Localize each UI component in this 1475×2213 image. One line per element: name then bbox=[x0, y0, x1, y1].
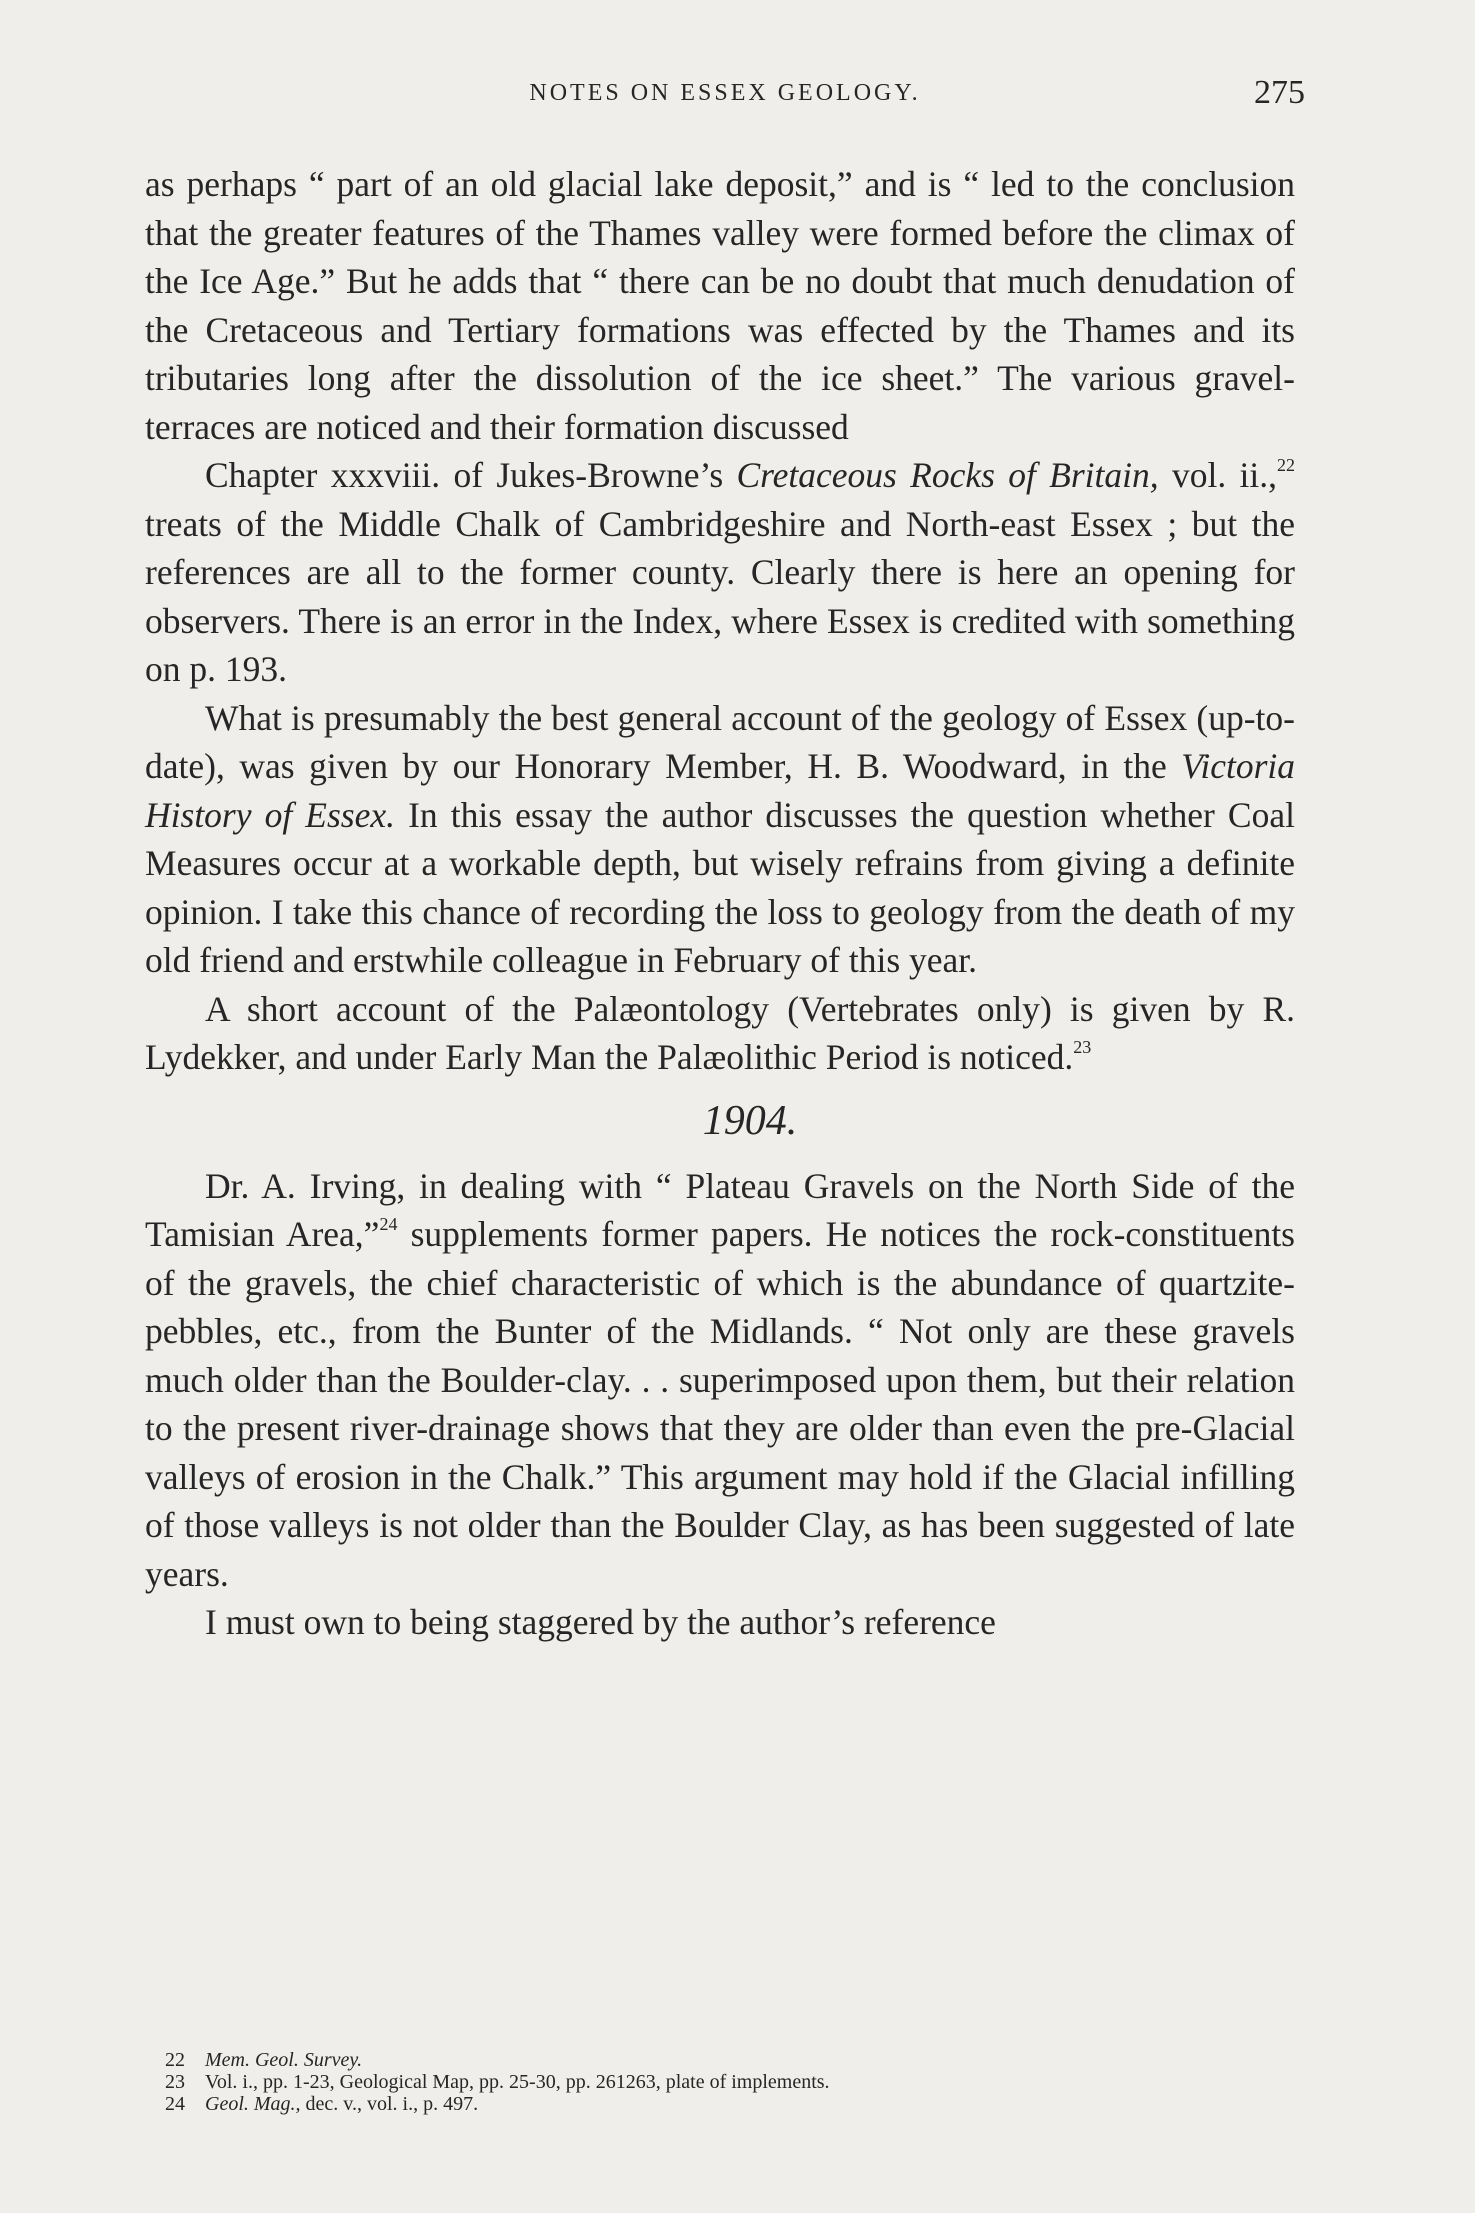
book-title-victoria-history: Victoria History of Essex. bbox=[145, 746, 1295, 835]
footnote-ref-22: 22 bbox=[1277, 455, 1295, 475]
paragraph-2-text-c: treats of the Middle Chalk of Cambridgeshire and North-east Essex ; but the references are all to the former county. Clearly there is here an opening for observers. There is an error in the Index, where Essex is credited with something on p. 193. bbox=[145, 503, 1295, 689]
paragraph-3-text-a: What is presumably the best general account of the geology of Essex (up-to-date), was given by our Honorary Member, H. B. Woodward, in the bbox=[145, 697, 1295, 786]
year-heading: 1904. bbox=[702, 1097, 798, 1144]
paragraph-6-text: I must own to being staggered by the author’s reference bbox=[205, 1602, 996, 1642]
paragraph-5-text-a: Dr. A. Irving, in dealing with “ Plateau Gravels on the North Side of the Tamisian Area,” bbox=[145, 1165, 1295, 1254]
body-text bbox=[145, 160, 1295, 1647]
paragraph-5 bbox=[145, 1162, 1295, 1599]
footnote-ref-24: 24 bbox=[379, 1214, 398, 1234]
footnote-number: 22 bbox=[165, 2049, 185, 2071]
page-number: 275 bbox=[1254, 74, 1305, 111]
footnote-ref-23: 23 bbox=[1073, 1037, 1092, 1057]
paragraph-2-text-b: vol. ii., bbox=[1158, 455, 1277, 495]
paragraph-6 bbox=[145, 1598, 1295, 1647]
paragraph-2 bbox=[145, 451, 1295, 694]
running-head bbox=[145, 74, 1305, 120]
paragraph-2-text-a: Chapter xxxviii. of Jukes-Browne’s bbox=[205, 455, 737, 495]
footnotes bbox=[165, 2049, 1265, 2115]
paragraph-3-text-b: In this essay the author discusses the question whether Coal Measures occur at a workable depth, but wisely refrains from giving a definite opinion. I take this chance of recording the loss to geology from the death of my old friend and erstwhile colleague in February of this year. bbox=[145, 794, 1295, 980]
footnote-number: 23 bbox=[165, 2071, 185, 2093]
footnote-22 bbox=[165, 2049, 1265, 2071]
paragraph-4-text: A short account of the Palæontology (Vertebrates only) is given by R. Lydekker, and under Early Man the Palæolithic Period is noticed. bbox=[145, 988, 1295, 1077]
footnote-number: 24 bbox=[165, 2093, 185, 2115]
paragraph-5-text-b: supplements former papers. He notices the rock-constituents of the gravels, the chief characteristic of which is the abundance of quartzite-pebbles, etc., from the Bunter of the Midlands. “ Not only are these gravels much older than the Boulder-clay. . . superimposed upon them, but their relation to the present river-drainage shows that they are older than even the pre-Glacial valleys of erosion in the Chalk.” This argument may hold if the Glacial infilling of those valleys is not older than the Boulder Clay, as has been suggested of late years. bbox=[145, 1214, 1295, 1594]
paragraph-1-text: as perhaps “ part of an old glacial lake deposit,” and is “ led to the conclusion that the greater features of the Thames valley were formed before the climax of the Ice Age.” But he adds that “ there can be no doubt that much denudation of the Cretaceous and Tertiary formations was effected by the Thames and its tributaries long after the dissolution of the ice sheet.” The various gravel-terraces are noticed and their formation discussed bbox=[145, 164, 1295, 447]
paragraph-4 bbox=[145, 985, 1295, 1082]
footnote-text: dec. v., vol. i., p. 497. bbox=[300, 2093, 479, 2115]
paragraph-1 bbox=[145, 160, 1295, 451]
paragraph-3 bbox=[145, 694, 1295, 985]
footnote-23 bbox=[165, 2071, 1265, 2093]
footnote-italic: Geol. Mag., bbox=[205, 2093, 301, 2115]
footnote-text: Vol. i., pp. 1-23, Geological Map, pp. 25-30, pp. 261263, plate of implements. bbox=[205, 2071, 830, 2093]
footnote-24 bbox=[165, 2093, 1265, 2115]
book-title-cretaceous-rocks: Cretaceous Rocks of Britain, bbox=[736, 455, 1159, 495]
running-head-title: NOTES ON ESSEX GEOLOGY. bbox=[529, 80, 921, 106]
footnote-italic: Mem. Geol. Survey. bbox=[205, 2049, 363, 2071]
